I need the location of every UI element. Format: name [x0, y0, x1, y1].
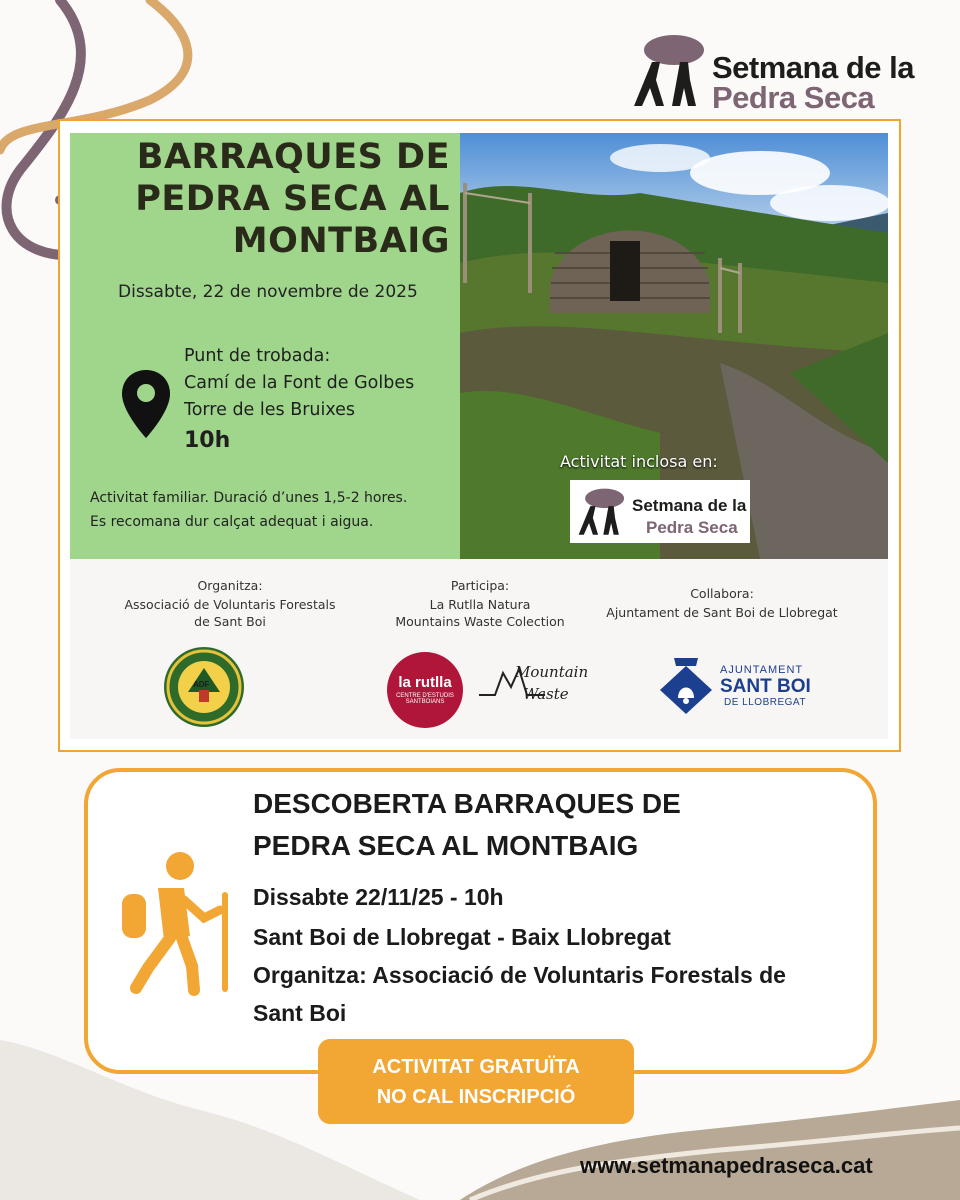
participa-heading: Participa: [450, 578, 510, 593]
organitza-line2: de Sant Boi [194, 614, 266, 629]
header-logo-pedra-seca: Pedra Seca [712, 80, 875, 115]
collabora-heading: Collabora: [690, 586, 754, 601]
stone-hands-icon [630, 32, 710, 110]
activity-note-1: Activitat familiar. Duració d’unes 1,5-2 hores. [90, 490, 408, 506]
card-organizer-line1: Organitza: Associació de Voluntaris Forestals de [253, 962, 786, 988]
organitza-line1: Associació de Voluntaris Forestals [124, 597, 336, 612]
adf-logo-text: ADF [193, 680, 210, 689]
card-organizer-line2: Sant Boi [253, 1000, 347, 1026]
participa-text [360, 596, 600, 630]
card-title-line2: PEDRA SECA AL MONTBAIG [253, 830, 639, 861]
poster-title-line2: PEDRA SECA AL [135, 179, 450, 219]
ajuntament-logo-line2: SANT BOI [720, 676, 811, 697]
poster-title [80, 136, 450, 262]
la-rutlla-logo-subtitle-2: SANTBOIANS [405, 699, 445, 705]
free-activity-line2: NO CAL INSCRIPCIÓ [376, 1086, 576, 1108]
mini-logo-line1: Setmana de la [632, 496, 747, 515]
poster-title-line1: BARRAQUES DE [136, 137, 450, 177]
ajuntament-logo-line1: AJUNTAMENT [720, 664, 804, 676]
organitza-heading: Organitza: [197, 578, 263, 593]
meeting-place-2: Torre de les Bruixes [184, 400, 356, 420]
activity-note-2: Es recomana dur calçat adequat i aigua. [90, 514, 374, 530]
card-date-line: Dissabte 22/11/25 - 10h [253, 884, 504, 910]
poster-title-line3: MONTBAIG [232, 221, 450, 261]
meeting-place-1: Camí de la Font de Golbes [184, 373, 415, 393]
la-rutlla-logo-subtitle: CENTRE D'ESTUDIS [396, 693, 454, 699]
header-logo-line1: Setmana de la [712, 50, 914, 85]
meeting-time: 10h [184, 428, 231, 453]
la-rutlla-logo-name: la rutlla [398, 674, 452, 691]
ajuntament-sant-boi-logo [658, 652, 818, 714]
header-logo [630, 30, 920, 115]
mountain-waste-logo [475, 655, 589, 719]
hiker-icon [118, 848, 238, 998]
la-rutlla-logo [387, 652, 463, 728]
photo-caption: Activitat inclosa en: [560, 452, 718, 471]
website-link[interactable]: www.setmanapedraseca.cat [580, 1153, 873, 1178]
participa-line1: La Rutlla Natura [429, 597, 531, 612]
organitza-text [90, 596, 370, 630]
ajuntament-logo-line3: DE LLOBREGAT [724, 697, 806, 708]
free-activity-badge [318, 1039, 634, 1124]
collabora-line1: Ajuntament de Sant Boi de Llobregat [606, 605, 838, 620]
bell-shield-icon [658, 652, 714, 714]
meeting-label: Punt de trobada: [184, 346, 331, 366]
mountain-waste-logo-text-2: Waste [523, 685, 569, 703]
card-place-line: Sant Boi de Llobregat - Baix Llobregat [253, 924, 671, 950]
card-title-line1: DESCOBERTA BARRAQUES DE [253, 788, 681, 819]
free-activity-line1: ACTIVITAT GRATUÏTA [372, 1056, 580, 1078]
stone-hands-icon [576, 486, 628, 538]
mini-event-logo [570, 480, 750, 543]
mini-logo-line2: Pedra Seca [646, 518, 738, 537]
location-pin-icon [120, 368, 172, 440]
poster-date: Dissabte, 22 de novembre de 2025 [118, 282, 418, 302]
mountain-waste-logo-text-1: Mountain [515, 663, 589, 681]
adf-logo [163, 646, 245, 728]
participa-line2: Mountains Waste Colection [395, 614, 565, 629]
